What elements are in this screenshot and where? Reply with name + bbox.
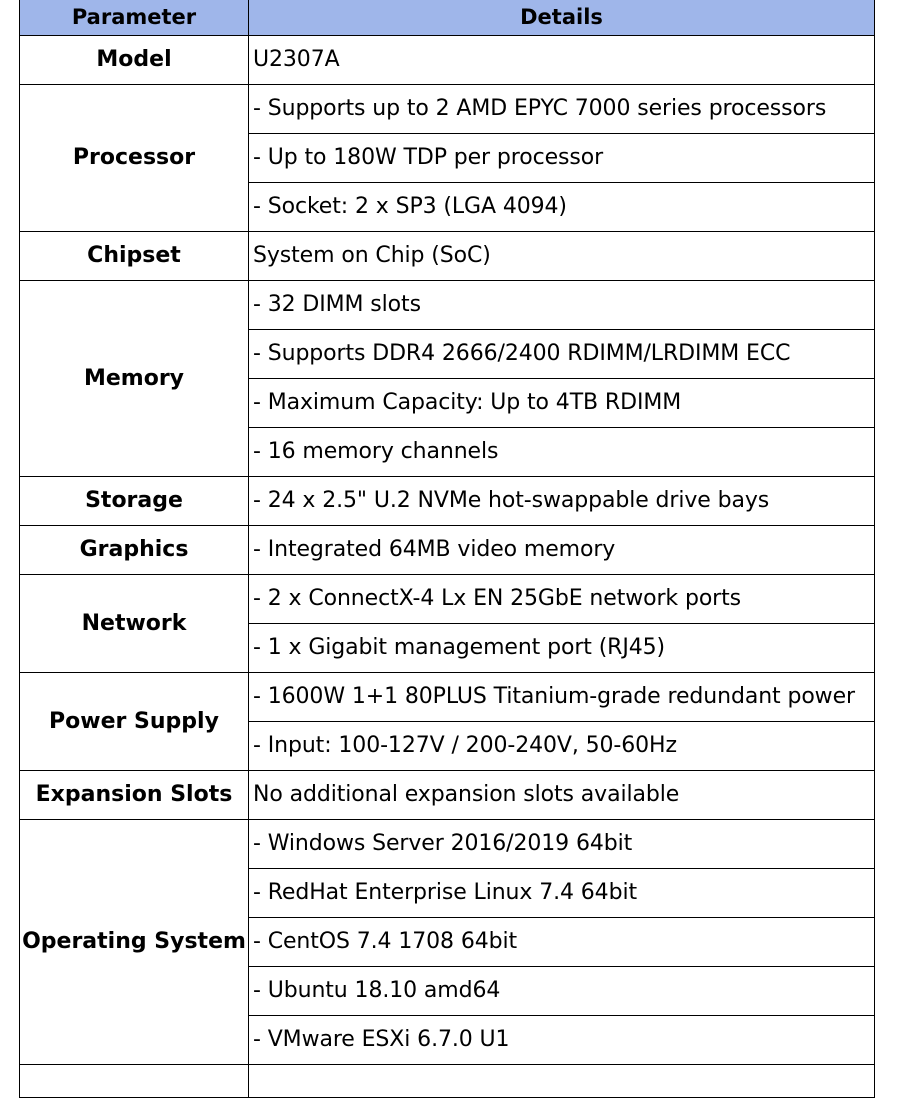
header-parameter: Parameter: [20, 0, 249, 35]
table-row: [20, 574, 875, 623]
param-chipset: Chipset: [20, 231, 249, 280]
param-graphics: Graphics: [20, 525, 249, 574]
param-memory: Memory: [20, 280, 249, 476]
detail-cell: - Supports DDR4 2666/2400 RDIMM/LRDIMM ECC: [249, 329, 875, 378]
param-expansion-slots: Expansion Slots: [20, 770, 249, 819]
detail-cell: - Integrated 64MB video memory: [249, 525, 875, 574]
detail-cell: System on Chip (SoC): [249, 231, 875, 280]
table-row: [20, 280, 875, 329]
table-row: [20, 35, 875, 84]
detail-cell: - VMware ESXi 6.7.0 U1: [249, 1015, 875, 1064]
detail-cell: - Ubuntu 18.10 amd64: [249, 966, 875, 1015]
detail-cell: - Windows Server 2016/2019 64bit: [249, 819, 875, 868]
detail-cell: - Maximum Capacity: Up to 4TB RDIMM: [249, 378, 875, 427]
detail-cell: U2307A: [249, 35, 875, 84]
spec-table: [19, 0, 875, 1098]
detail-cell: - 16 memory channels: [249, 427, 875, 476]
detail-cell: - Socket: 2 x SP3 (LGA 4094): [249, 182, 875, 231]
blank-param-cell: [20, 1064, 249, 1097]
header-row: [20, 0, 875, 35]
header-details: Details: [249, 0, 875, 35]
detail-cell: - 1 x Gigabit management port (RJ45): [249, 623, 875, 672]
param-processor: Processor: [20, 84, 249, 231]
param-network: Network: [20, 574, 249, 672]
table-row: [20, 819, 875, 868]
param-model: Model: [20, 35, 249, 84]
blank-row: [20, 1064, 875, 1097]
detail-cell: - Up to 180W TDP per processor: [249, 133, 875, 182]
table-row: [20, 476, 875, 525]
blank-detail-cell: [249, 1064, 875, 1097]
detail-cell: - RedHat Enterprise Linux 7.4 64bit: [249, 868, 875, 917]
table-row: [20, 84, 875, 133]
table-row: [20, 231, 875, 280]
detail-cell: - CentOS 7.4 1708 64bit: [249, 917, 875, 966]
detail-cell: - 32 DIMM slots: [249, 280, 875, 329]
detail-cell: - Supports up to 2 AMD EPYC 7000 series processors: [249, 84, 875, 133]
param-power-supply: Power Supply: [20, 672, 249, 770]
param-operating-system: Operating System: [20, 819, 249, 1064]
detail-cell: - 1600W 1+1 80PLUS Titanium-grade redundant power: [249, 672, 875, 721]
table-row: [20, 525, 875, 574]
detail-cell: No additional expansion slots available: [249, 770, 875, 819]
table-row: [20, 770, 875, 819]
detail-cell: - Input: 100-127V / 200-240V, 50-60Hz: [249, 721, 875, 770]
detail-cell: - 2 x ConnectX-4 Lx EN 25GbE network ports: [249, 574, 875, 623]
detail-cell: - 24 x 2.5" U.2 NVMe hot-swappable drive bays: [249, 476, 875, 525]
table-row: [20, 672, 875, 721]
param-storage: Storage: [20, 476, 249, 525]
